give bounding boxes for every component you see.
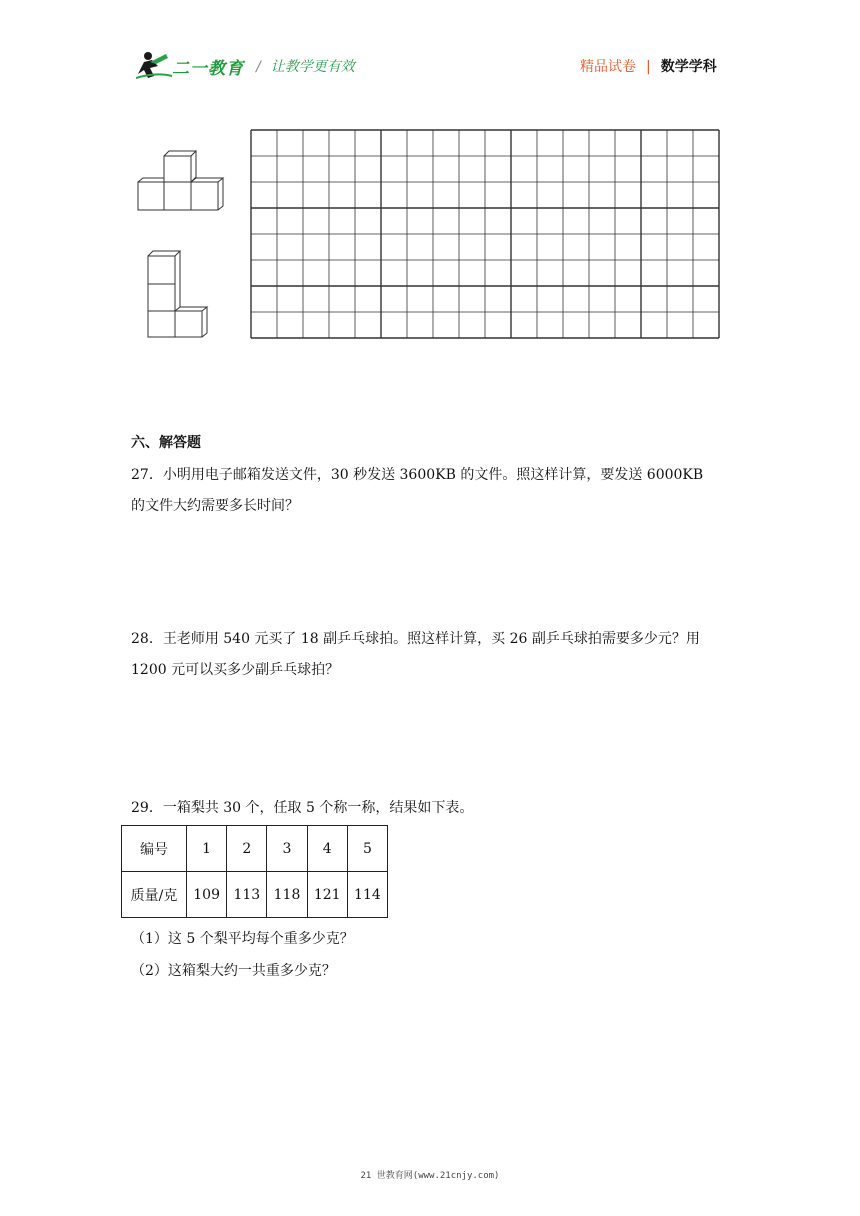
cube-figure-2 — [148, 251, 207, 337]
table-cell: 118 — [267, 872, 307, 918]
question-27 — [131, 460, 731, 522]
question-28-line-1: 28．王老师用 540 元买了 18 副乒乓球拍。照这样计算，买 26 副乒乓球拍需要多少元？用 — [131, 631, 700, 647]
table-row — [122, 826, 388, 872]
question-29-line-1: 29．一箱梨共 30 个，任取 5 个称一称，结果如下表。 — [131, 800, 474, 816]
subject-label: 数学学科 — [660, 59, 717, 75]
table-cell: 109 — [187, 872, 227, 918]
table-cell: 121 — [307, 872, 347, 918]
question-29-sub-1: （1）这 5 个梨平均每个重多少克？ — [131, 931, 354, 947]
cube-figure-1 — [138, 151, 223, 210]
pear-weight-table — [121, 825, 388, 918]
question-27-line-2: 的文件大约需要多长时间？ — [131, 498, 299, 514]
table-cell: 113 — [227, 872, 267, 918]
table-cell: 1 — [187, 826, 227, 872]
section-title: 六、解答题 — [131, 435, 201, 451]
header-right: 精品试卷 | 数学学科 — [580, 59, 717, 75]
table-cell: 5 — [347, 826, 387, 872]
question-29-sub-2: （2）这箱梨大约一共重多少克？ — [131, 963, 336, 979]
table-cell: 114 — [347, 872, 387, 918]
table-cell: 3 — [267, 826, 307, 872]
exam-label: 精品试卷 — [580, 59, 636, 75]
drawing-grid — [250, 129, 720, 339]
question-29 — [131, 793, 731, 824]
footer-text: 21 世教育网(www.21cnjy.com) — [360, 1171, 500, 1181]
table-cell: 编号 — [122, 826, 187, 872]
question-28 — [131, 624, 731, 686]
table-cell: 质量/克 — [122, 872, 187, 918]
header-slogan: / 让教学更有效 — [256, 59, 355, 75]
table-cell: 2 — [227, 826, 267, 872]
question-28-line-2: 1200 元可以买多少副乒乓球拍？ — [131, 662, 340, 678]
logo-text: 二一教育 — [172, 59, 244, 79]
cube-figures — [136, 150, 236, 350]
question-27-line-1: 27．小明用电子邮箱发送文件，30 秒发送 3600KB 的文件。照这样计算，要发送 6000KB — [131, 467, 704, 483]
slogan-text: 让教学更有效 — [270, 59, 355, 75]
table-row — [122, 872, 388, 918]
table-cell: 4 — [307, 826, 347, 872]
